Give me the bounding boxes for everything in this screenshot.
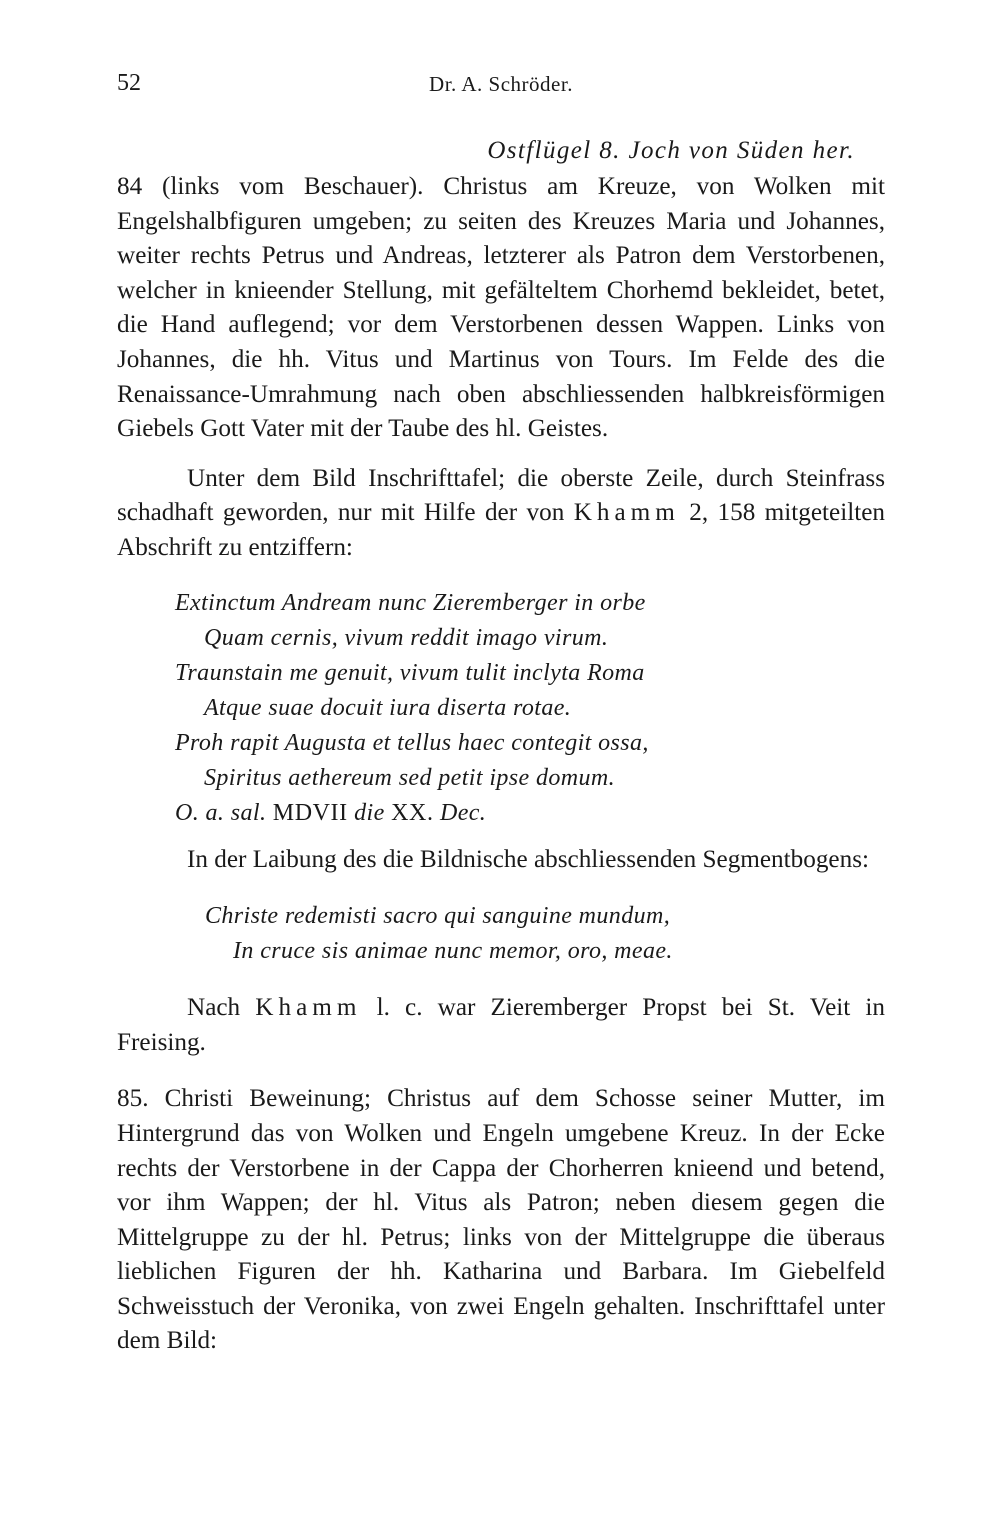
author-name-khamm: Khamm [255, 994, 362, 1022]
entry-84-paragraph: 84 (links vom Beschauer). Christus am Kreuze, von Wolken mit Engelshalbfiguren umgeben; zu seiten des Kreuzes Maria und Johannes, weiter rechts Petrus und Andreas, letzterer als Patron dem Verstorbenen, welcher in knieender Stellung, mit gefälteltem Chorhemd bekleidet, betet, die Hand auflegend; vor dem Verstorbenen dessen Wappen. Links von Johannes, die hh. Vitus und Martinus von Tours. Im Felde des die Renaissance-Umrahmung nach oben abschliessenden halbkreisförmigen Giebels Gott Vater mit der Taube des hl. Geistes. [117, 173, 885, 443]
verse-line: Quam cernis, vivum reddit imago virum. [204, 624, 609, 651]
khamm-note-paragraph [117, 991, 885, 1060]
verse-line: Extinctum Andream nunc Zieremberger in orbe [175, 589, 646, 616]
running-title-author: Dr. A. Schröder. [429, 72, 573, 96]
book-page [117, 70, 885, 1359]
inscription-intro-text-end: 2, 158 mitgeteilten Abschrift zu entziffern: [117, 499, 885, 561]
inscription-arch [117, 899, 885, 969]
verse-line: Atque suae docuit iura diserta rotae. [204, 694, 572, 721]
verse-line: Proh rapit Augusta et tellus haec contegit ossa, [175, 729, 649, 756]
verse-line: Spiritus aethereum sed petit ipse domum. [204, 764, 616, 791]
date-day: XX. [391, 799, 434, 826]
running-head [117, 70, 885, 106]
khamm-note-text: l. c. war Zieremberger Propst bei St. Veit in Freising. [117, 994, 885, 1056]
author-name-khamm: Khamm [573, 499, 680, 527]
date-year: MDVII [272, 799, 348, 826]
inscription-intro-paragraph [117, 462, 885, 566]
entry-85-paragraph: 85. Christi Beweinung; Christus auf dem Schosse seiner Mutter, im Hintergrund das von Wolken und Engeln umgebene Kreuz. In der Ecke rechts der Verstorbene in der Cappa der Chorherren knieend und betend, vor ihm Wappen; der hl. Vitus als Patron; neben diesem gegen die Mittelgruppe zu der hl. Petrus; links von der Mittelgruppe die überaus lieblichen Figuren der hh. Katharina und Barbara. Im Giebelfeld Schweisstuch der Veronika, von zwei Engeln gehalten. Inschrifttafel unter dem Bild: [117, 1085, 885, 1355]
date-month: Dec. [439, 799, 487, 826]
verse-line: In cruce sis animae nunc memor, oro, meae. [233, 938, 673, 965]
date-prefix: O. a. sal. [175, 799, 267, 826]
verse-date-line [117, 796, 885, 831]
verse-line: Christe redemisti sacro qui sanguine mundum, [205, 903, 671, 930]
date-die: die [354, 799, 385, 826]
page-number: 52 [117, 70, 141, 96]
laibung-paragraph: In der Laibung des die Bildnische abschliessenden Segmentbogens: [187, 845, 870, 873]
location-heading: Ostflügel 8. Joch von Süden her. [487, 137, 855, 164]
verse-line: Traunstain me genuit, vivum tulit inclyta Roma [175, 659, 645, 686]
inscription-epitaph [117, 586, 885, 831]
khamm-note-prefix: Nach [187, 994, 256, 1022]
inscription-intro-text: Unter dem Bild Inschrifttafel; die oberste Zeile, durch Steinfrass schadhaft geworden, nur mit Hilfe der von [117, 464, 885, 527]
